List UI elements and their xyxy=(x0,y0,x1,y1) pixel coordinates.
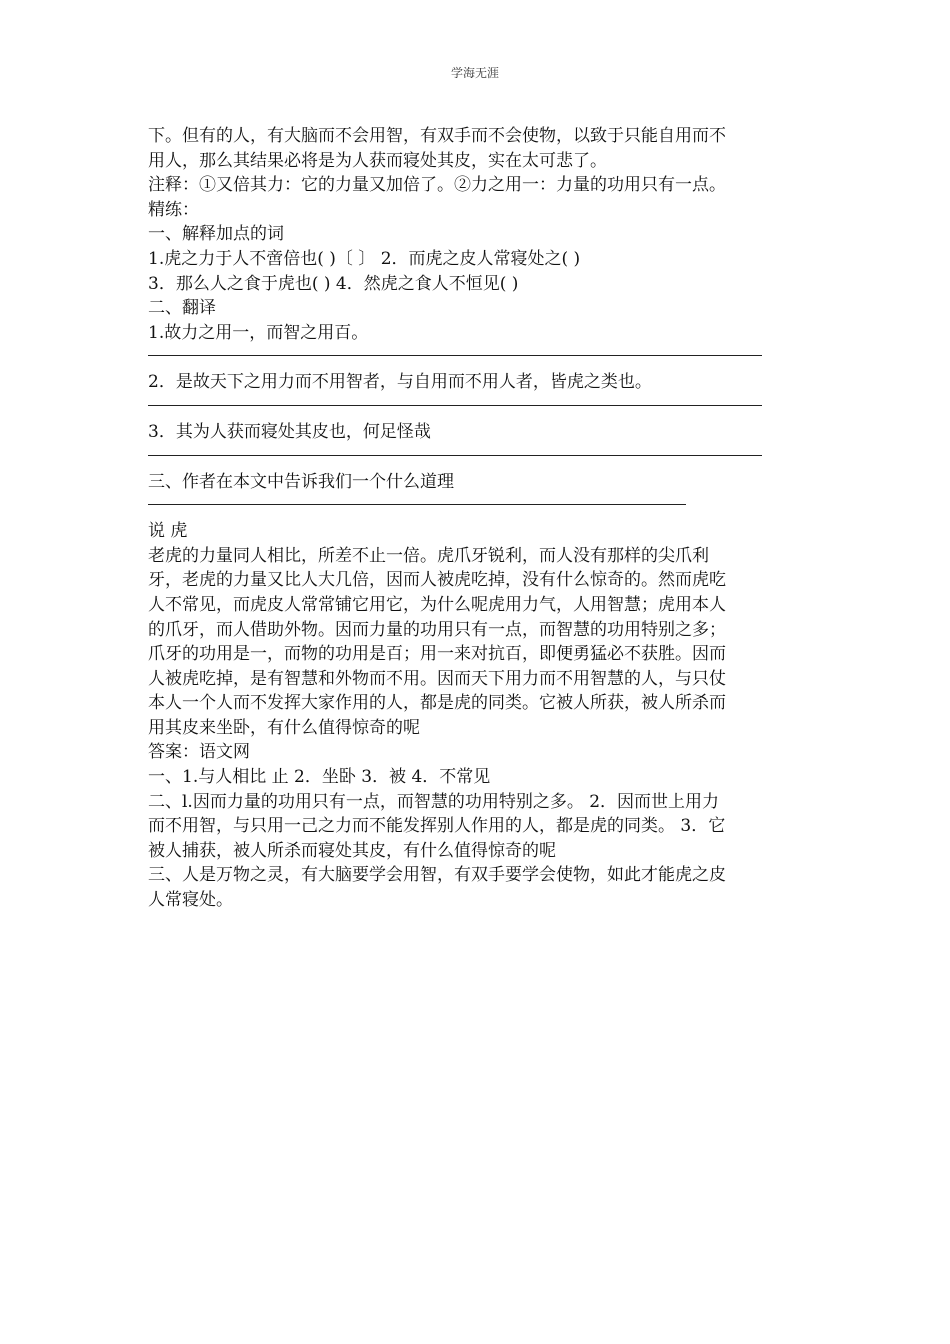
translation-title: 说 虎 xyxy=(148,521,188,542)
translation-line: 人不常见，而虎皮人常常铺它用它，为什么呢虎用力气，人用智慧；虎用本人 xyxy=(148,594,726,615)
translation-line: 老虎的力量同人相比，所差不止一倍。虎爪牙锐利，而人没有那样的尖爪利 xyxy=(148,545,709,566)
answer-line: 一、1.与人相比 止 2．坐卧 3．被 4．不常见 xyxy=(148,767,491,788)
intro-line: 下。但有的人，有大脑而不会用智，有双手而不会使物，以致于只能自用而不 xyxy=(148,126,726,146)
answer-blank-line xyxy=(148,494,686,505)
section-1-question-line: 1.虎之力于人不啻倍也( )〔 〕 2．而虎之皮人常寝处之( ) xyxy=(148,248,581,269)
translation-line: 本人一个人而不发挥大家作用的人，都是虎的同类。它被人所获，被人所杀而 xyxy=(148,693,726,714)
answer-line: 人常寝处。 xyxy=(148,890,233,911)
answer-blank-line xyxy=(148,445,762,456)
section-2-heading: 二、翻译 xyxy=(148,298,216,319)
translation-line: 人被虎吃掉，是有智慧和外物而不用。因而天下用力而不用智慧的人，与只仗 xyxy=(148,668,726,689)
annotation-note: 注释：①又倍其力：它的力量又加倍了。②力之用一：力量的功用只有一点。 xyxy=(148,175,726,196)
document-body xyxy=(148,124,808,913)
translation-question-1: 1.故力之用一，而智之用百。 xyxy=(148,322,369,343)
translation-line: 爪牙的功用是一，而物的功用是百；用一来对抗百，即便勇猛必不获胜。因而 xyxy=(148,644,726,665)
translation-question-2: 2．是故天下之用力而不用智者，与自用而不用人者，皆虎之类也。 xyxy=(148,372,652,393)
translation-line: 牙，老虎的力量又比人大几倍，因而人被虎吃掉，没有什么惊奇的。然而虎吃 xyxy=(148,570,726,591)
section-1-question-line: 3．那么人之食于虎也( ) 4．然虎之食人不恒见( ) xyxy=(148,273,519,294)
translation-line: 的爪牙，而人借助外物。因而力量的功用只有一点，而智慧的功用特别之多； xyxy=(148,619,726,640)
answer-line: 三、人是万物之灵，有大脑要学会用智，有双手要学会使物，如此才能虎之皮 xyxy=(148,865,726,886)
translation-question-3: 3．其为人获而寝处其皮也，何足怪哉 xyxy=(148,421,431,442)
answers-heading: 答案：语文网 xyxy=(148,742,250,763)
section-3-heading: 三、作者在本文中告诉我们一个什么道理 xyxy=(148,471,454,492)
answer-line: 而不用智，与只用一己之力而不能发挥别人作用的人，都是虎的同类。 3．它 xyxy=(148,816,726,837)
page-header: 学海无涯 xyxy=(450,66,499,80)
answer-line: 被人捕获，被人所杀而寝处其皮，有什么值得惊奇的呢 xyxy=(148,840,556,861)
section-1-heading: 一、解释加点的词 xyxy=(148,224,284,245)
intro-line: 用人，那么其结果必将是为人获而寝处其皮，实在太可悲了。 xyxy=(148,150,607,171)
answer-blank-line xyxy=(148,345,762,356)
translation-line: 用其皮来坐卧，有什么值得惊奇的呢 xyxy=(148,717,420,738)
practice-heading: 精练： xyxy=(148,199,199,220)
answer-blank-line xyxy=(148,395,762,406)
answer-line: 二、l.因而力量的功用只有一点，而智慧的功用特别之多。 2．因而世上用力 xyxy=(148,791,720,812)
